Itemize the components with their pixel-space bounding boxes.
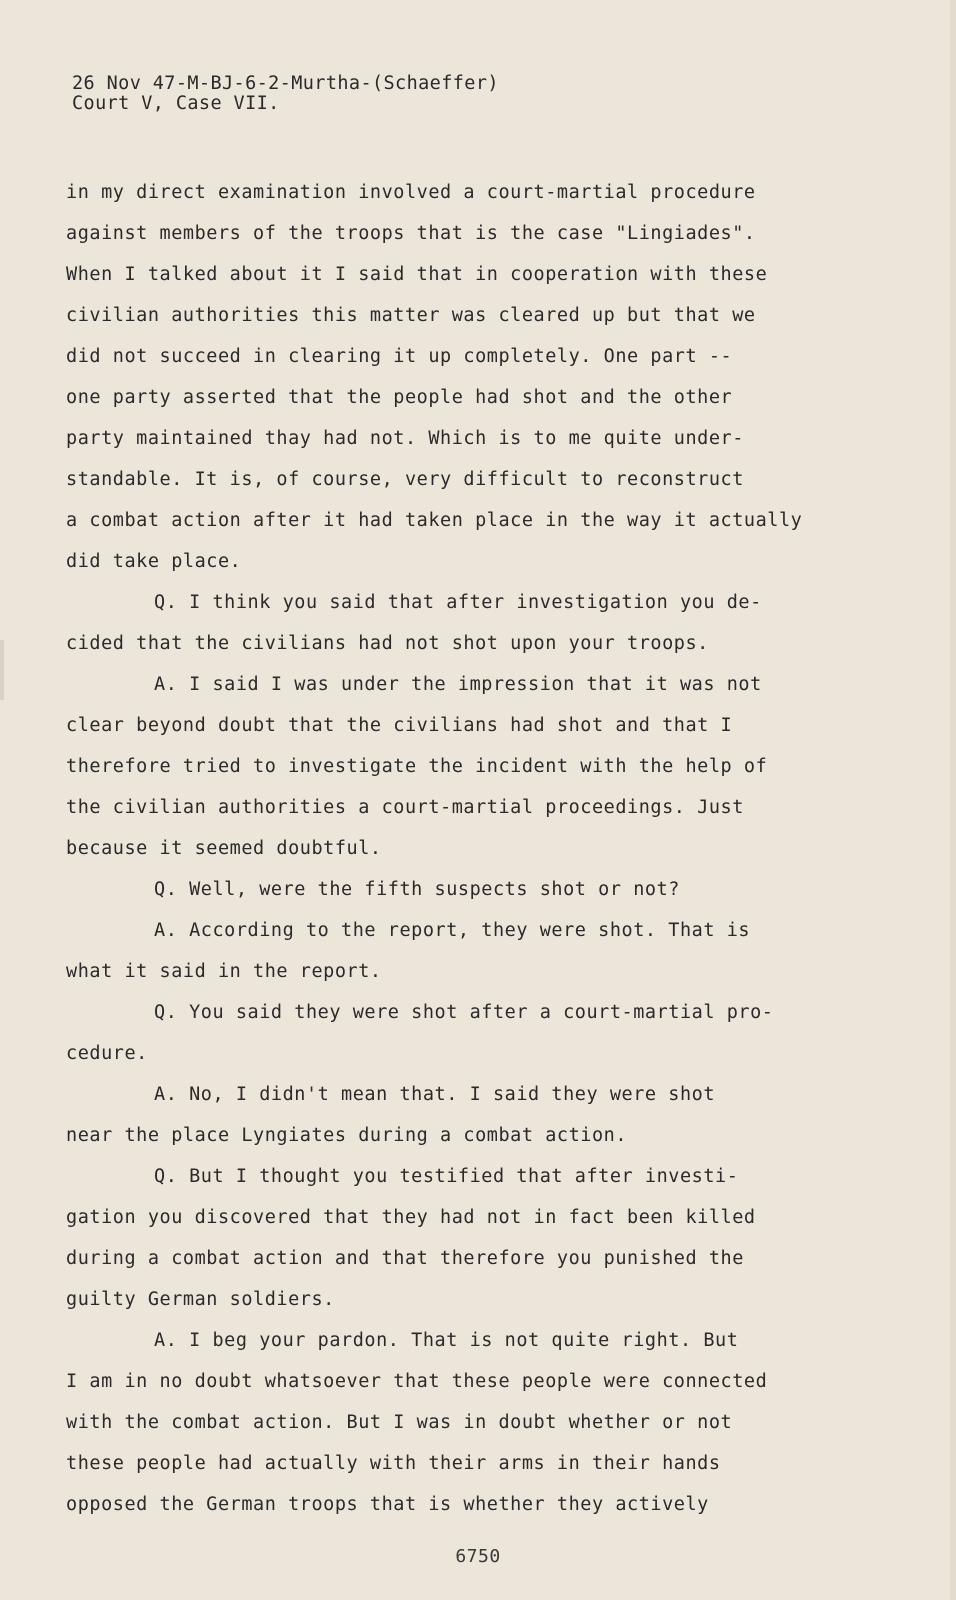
transcript-line: with the combat action. But I was in doubt whether or not: [66, 1412, 733, 1433]
transcript-line: the civilian authorities a court-martial proceedings. Just: [66, 797, 744, 818]
transcript-line: did not succeed in clearing it up completely. One part --: [66, 346, 733, 367]
answer-line: A. I beg your pardon. That is not quite right. But: [154, 1330, 739, 1351]
transcript-line: because it seemed doubtful.: [66, 838, 382, 859]
transcript-line: these people had actually with their arms in their hands: [66, 1453, 721, 1474]
transcript-line: against members of the troops that is the case "Lingiades".: [66, 223, 756, 244]
transcript-line: civilian authorities this matter was cleared up but that we: [66, 305, 756, 326]
transcript-line: I am in no doubt whatsoever that these people were connected: [66, 1371, 768, 1392]
answer-line: A. I said I was under the impression that it was not: [154, 674, 762, 695]
transcript-line: clear beyond doubt that the civilians had shot and that I: [66, 715, 733, 736]
transcript-line: near the place Lyngiates during a combat action.: [66, 1125, 628, 1146]
transcript-line: therefore tried to investigate the incident with the help of: [66, 756, 768, 777]
transcript-line: what it said in the report.: [66, 961, 382, 982]
header-court-line: Court V, Case VII.: [72, 93, 280, 114]
transcript-body: [66, 172, 866, 1525]
transcript-line: opposed the German troops that is whether they actively: [66, 1494, 709, 1515]
document-header: [72, 74, 499, 114]
transcript-line: gation you discovered that they had not in fact been killed: [66, 1207, 756, 1228]
transcript-line: guilty German soldiers.: [66, 1289, 335, 1310]
answer-line: A. According to the report, they were shot. That is: [154, 920, 751, 941]
transcript-line: When I talked about it I said that in cooperation with these: [66, 264, 768, 285]
page-number: 6750: [455, 1546, 501, 1567]
transcript-line: did take place.: [66, 551, 242, 572]
question-line: Q. Well, were the fifth suspects shot or not?: [154, 879, 680, 900]
transcript-line: one party asserted that the people had shot and the other: [66, 387, 733, 408]
transcript-line: party maintained thay had not. Which is to me quite under-: [66, 428, 744, 449]
transcript-line: during a combat action and that therefore you punished the: [66, 1248, 744, 1269]
transcript-line: cided that the civilians had not shot upon your troops.: [66, 633, 709, 654]
answer-line: A. No, I didn't mean that. I said they were shot: [154, 1084, 716, 1105]
paper-edge-mark: [0, 640, 4, 700]
question-line: Q. You said they were shot after a court-martial pro-: [154, 1002, 774, 1023]
transcript-line: a combat action after it had taken place in the way it actually: [66, 510, 803, 531]
question-line: Q. I think you said that after investigation you de-: [154, 592, 762, 613]
header-case-reference: 26 Nov 47-M-BJ-6-2-Murtha-(Schaeffer): [72, 73, 499, 94]
question-line: Q. But I thought you testified that after investi-: [154, 1166, 739, 1187]
transcript-line: cedure.: [66, 1043, 148, 1064]
transcript-line: in my direct examination involved a court-martial procedure: [66, 182, 756, 203]
transcript-line: standable. It is, of course, very difficult to reconstruct: [66, 469, 744, 490]
